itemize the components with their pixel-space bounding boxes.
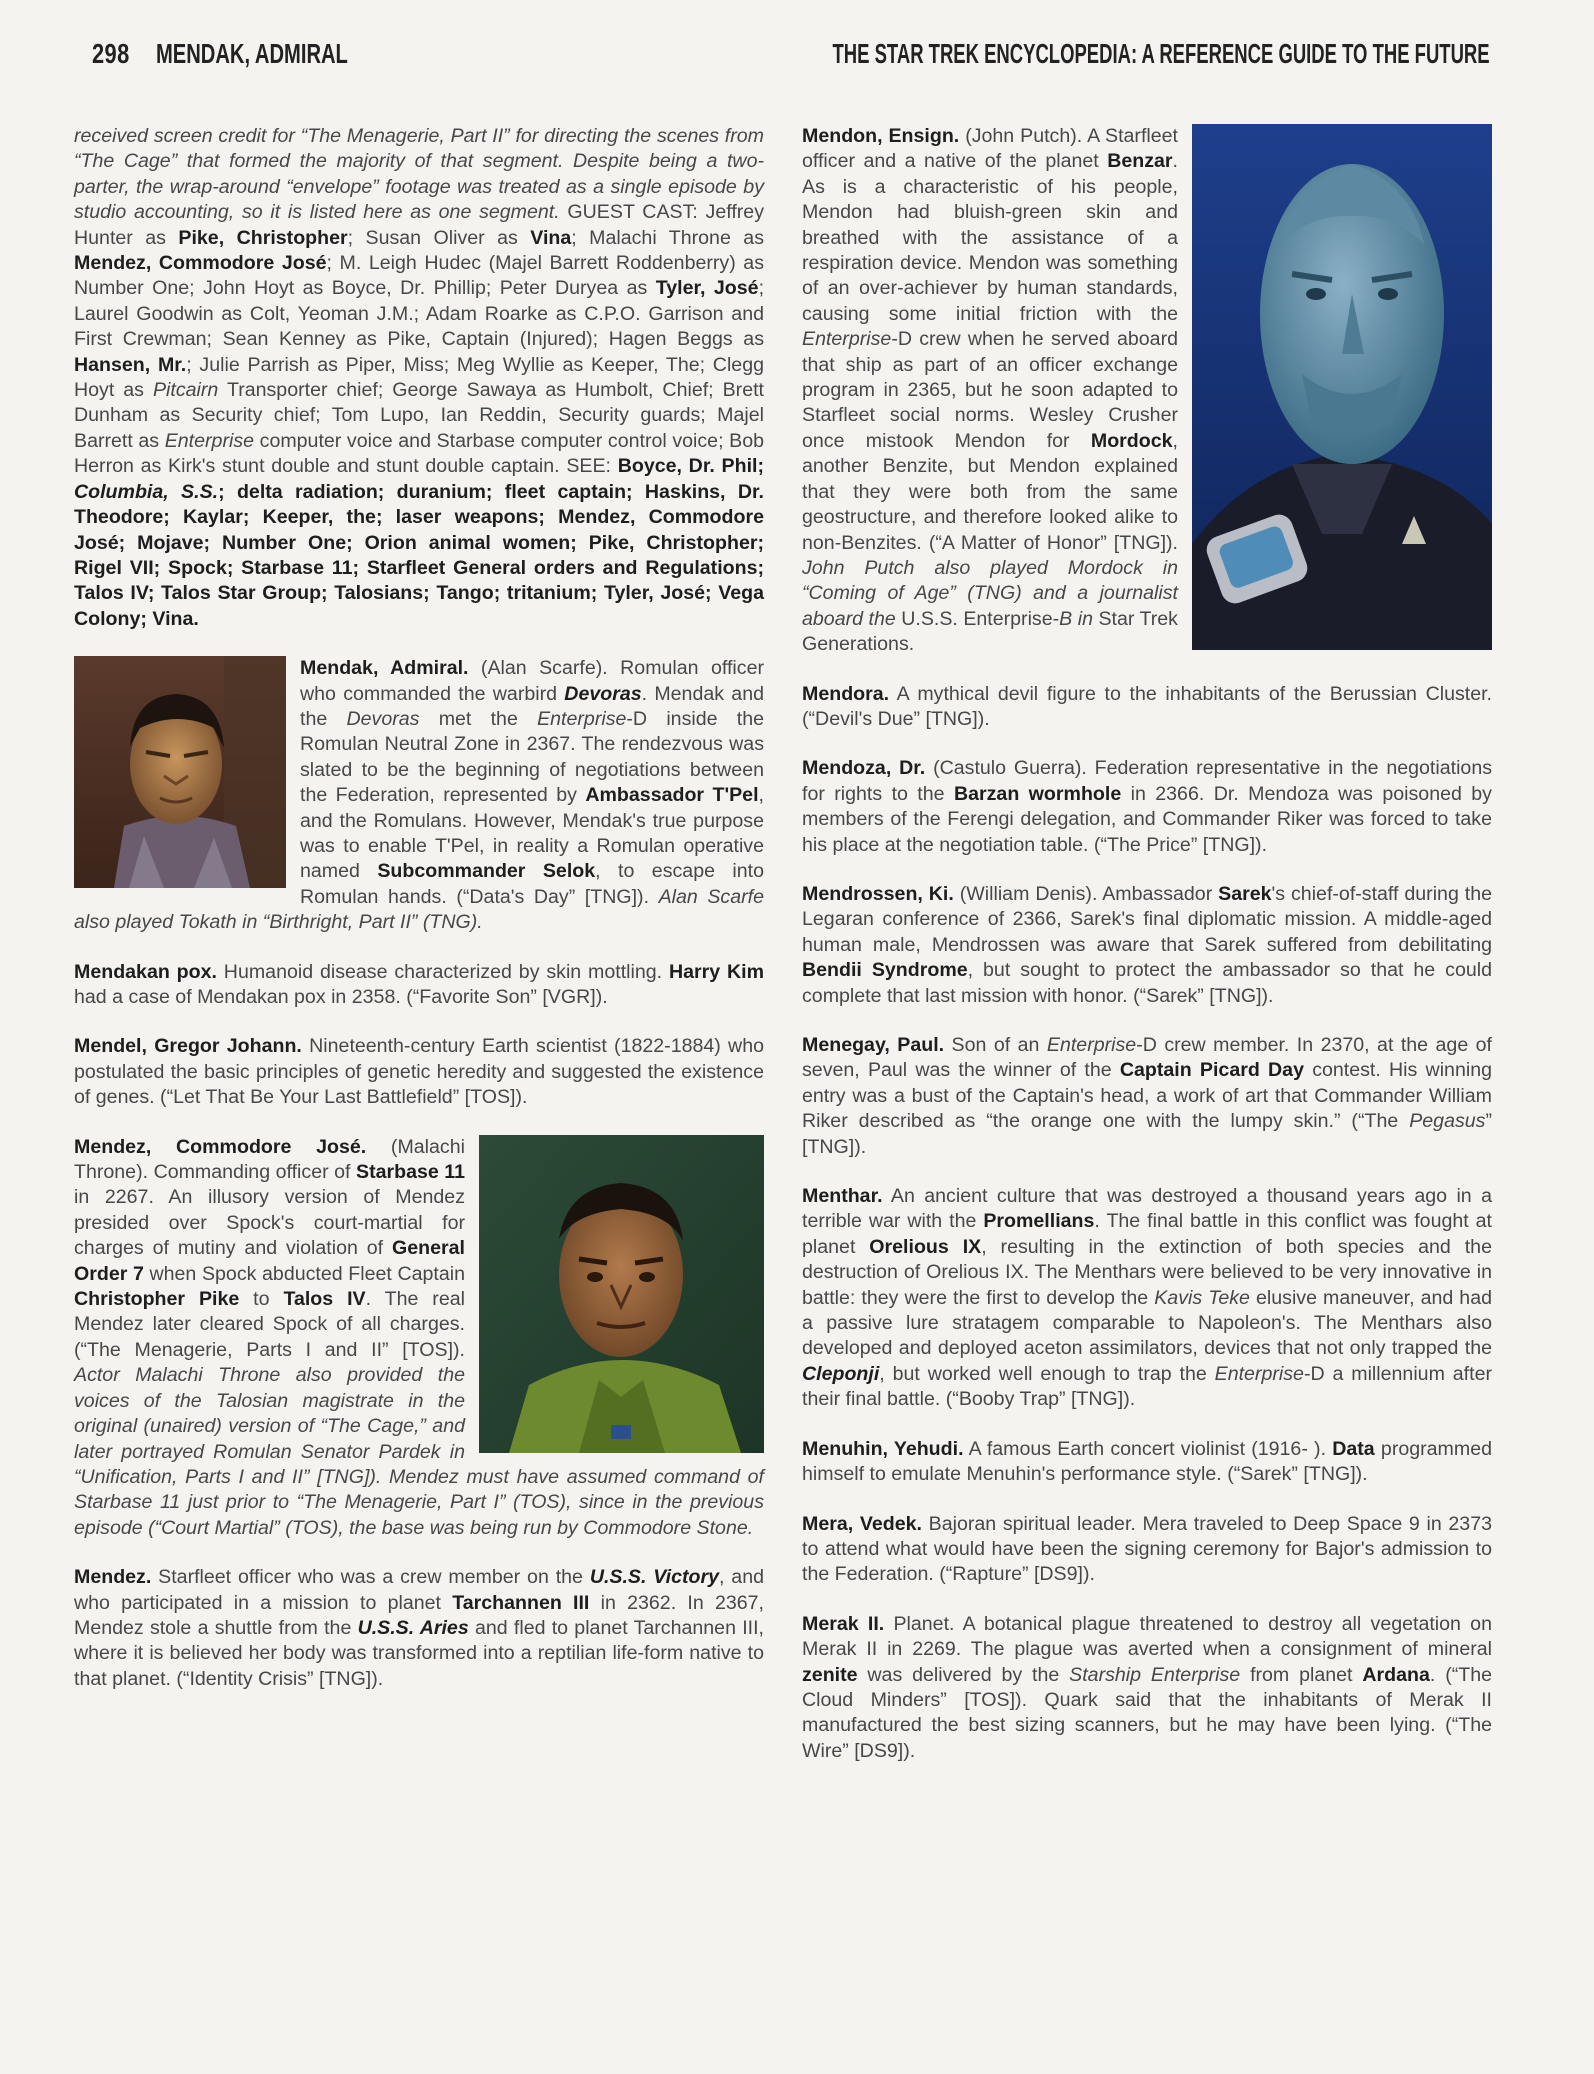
entry-mendrossen-ki: Mendrossen, Ki. (William Denis). Ambassador Sarek's chief-of-staff during the Legaran conference of 2366, Sarek's final diplomatic mission. A middle-aged human male, Mendrossen was aware that Sarek suffered from debilitating Bendii Syndrome, but sought to protect the ambassador so that he could complete that last mission with honor. (“Sarek” [TNG]). xyxy=(802,882,1493,1007)
entry-mendoza-dr: Mendoza, Dr. (Castulo Guerra). Federation representative in the negotiations for rights to the Barzan wormhole in 2366. Dr. Mendoza was poisoned by members of the Ferengi delegation, and Commander Riker was forced to take his place at the negotiation table. (“The Price” [TNG]). xyxy=(802,757,1493,856)
photo-mendez xyxy=(479,1135,764,1453)
photo-mendon xyxy=(1192,124,1492,650)
mendez-photo-image xyxy=(479,1135,764,1453)
running-head-right: THE STAR TREK ENCYCLOPEDIA: A REFERENCE GUIDE TO THE FUTURE xyxy=(832,38,1490,69)
entry-mera-vedek: Mera, Vedek. Bajoran spiritual leader. Mera traveled to Deep Space 9 in 2373 to attend what would have been the signing ceremony for Bajor's admission to the Federation. (“Rapture” [DS9]). xyxy=(802,1512,1492,1586)
page-number: 298 xyxy=(92,38,130,69)
entry-the-cage-continued: received screen credit for “The Menagerie, Part II” for directing the scenes from “The Cage” that formed the majority of that segment. Despite being a two-parter, the wrap-around “envelope” footage was treated as a single episode by studio accounting, so it is listed here as one segment. GUEST CAST: Jeffrey Hunter as Pike, Christopher; Susan Oliver as Vina; Malachi Throne as Mendez, Commodore José; M. Leigh Hudec (Majel Barrett Roddenberry) as Number One; John Hoyt as Boyce, Dr. Phillip; Peter Duryea as Tyler, José; Laurel Goodwin as Colt, Yeoman J.M.; Adam Roarke as C.P.O. Garrison and First Crewman; Sean Kenney as Pike, Captain (Injured); Hagen Beggs as Hansen, Mr.; Julie Parrish as Piper, Miss; Meg Wyllie as Keeper, The; Clegg Hoyt as Pitcairn Transporter chief; George Sawaya as Humbolt, Chief; Brett Dunham as Security chief; Tom Lupo, Ian Reddin, Security guards; Majel Barrett as Enterprise computer voice and Starbase computer control voice; Bob Herron as Kirk's stunt double and stunt double captain. SEE: Boyce, Dr. Phil; Columbia, S.S.; delta radiation; duranium; fleet captain; Haskins, Dr. Theodore; Kaylar; Keeper, the; laser weapons; Mendez, Commodore José; Mojave; Number One; Orion animal women; Pike, Christopher; Rigel VII; Spock; Starbase 11; Starfleet General orders and Regulations; Talos IV; Talos Star Group; Talosians; Tango; tritanium; Tyler, José; Vega Colony; Vina. xyxy=(74,125,765,630)
entry-mendez-commodore-jose: Mendez, Commodore José. (Malachi Throne). Commanding officer of Starbase 11 in 2267. An illusory version of Mendez presided over Spock's court-martial for charges of mutiny and violation of General Order 7 when Spock abducted Fleet Captain Christopher Pike to Talos IV. The real Mendez later cleared Spock of all charges. (“The Menagerie, Parts I and II” [TOS]). Actor Malachi Throne also provided the voices of the Talosian magistrate in the original (unaired) version of “The Cage,” and later portrayed Romulan Senator Pardek in “Unification, Parts I and II” [TNG]). Mendez must have assumed command of Starbase 11 just prior to “The Menagerie, Part I” (TOS), since in the previous episode (“Court Martial” (TOS), the base was being run by Commodore Stone. xyxy=(74,1135,764,1539)
mendak-photo-image xyxy=(74,656,286,888)
mendon-photo-image xyxy=(1192,124,1492,650)
entry-mendakan-pox: Mendakan pox. Humanoid disease characterized by skin mottling. Harry Kim had a case of Mendakan pox in 2358. (“Favorite Son” [VGR]). xyxy=(74,960,764,1008)
entry-mendez: Mendez. Starfleet officer who was a crew member on the U.S.S. Victory, and who participated in a mission to planet Tarchannen III in 2362. In 2367, Mendez stole a shuttle from the U.S.S. Aries and fled to planet Tarchannen III, where it is believed her body was transformed into a reptilian life-form native to that planet. (“Identity Crisis” [TNG]). xyxy=(74,1566,764,1690)
entry-mendora: Mendora. A mythical devil figure to the inhabitants of the Berussian Cluster. (“Devil's Due” [TNG]). xyxy=(802,682,1492,730)
running-head-left: MENDAK, ADMIRAL xyxy=(156,38,348,69)
running-header xyxy=(90,38,1490,78)
entry-mendel-gregor-johann: Mendel, Gregor Johann. Nineteenth-century Earth scientist (1822-1884) who postulated the basic principles of genetic heredity and suggested the existence of genes. (“Let That Be Your Last Battlefield” [TOS]). xyxy=(74,1035,764,1109)
entry-mendak-admiral: Mendak, Admiral. (Alan Scarfe). Romulan officer who commanded the warbird Devoras. Mendak and the Devoras met the Enterprise-D inside the Romulan Neutral Zone in 2367. The rendezvous was slated to be the beginning of negotiations between the Federation, represented by Ambassador T'Pel, and the Romulans. However, Mendak's true purpose was to enable T'Pel, in reality a Romulan operative named Subcommander Selok, to escape into Romulan hands. (“Data's Day” [TNG]). Alan Scarfe also played Tokath in “Birthright, Part II” (TNG). xyxy=(74,657,765,934)
right-column xyxy=(802,124,1492,1788)
entry-merak-ii: Merak II. Planet. A botanical plague threatened to destroy all vegetation on Merak II in 2269. The plague was averted when a consignment of mineral zenite was delivered by the Starship Enterprise from planet Ardana. (“The Cloud Minders” [TOS]). Quark said that the inhabitants of Merak II manufactured the best sizing scanners, but he may have been lying. (“The Wire” [DS9]). xyxy=(802,1612,1493,1762)
entry-menegay-paul: Menegay, Paul. Son of an Enterprise-D crew member. In 2370, at the age of seven, Paul was the winner of the Captain Picard Day contest. His winning entry was a bust of the Captain's head, a work of art that Commander William Riker described as “the orange one with the lumpy skin.” (“The Pegasus” [TNG]). xyxy=(802,1034,1492,1158)
photo-mendak xyxy=(74,656,286,888)
entry-menuhin-yehudi: Menuhin, Yehudi. A famous Earth concert violinist (1916- ). Data programmed himself to emulate Menuhin's performance style. (“Sarek” [TNG]). xyxy=(802,1437,1492,1486)
entry-mendon-ensign: Mendon, Ensign. (John Putch). A Starfleet officer and a native of the planet Benzar. As is a characteristic of his people, Mendon had bluish-green skin and breathed with the assistance of a respiration device. Mendon was something of an over-achiever by human standards, causing some initial friction with the Enterprise-D crew when he served aboard that ship as part of an officer exchange program in 2365, but he soon adapted to Starfleet social norms. Wesley Crusher once mistook Mendon for Mordock, another Benzite, but Mendon explained that they were both from the same geostructure, and therefore looked alike to non-Benzites. (“A Matter of Honor” [TNG]). John Putch also played Mordock in “Coming of Age” (TNG) and a journalist aboard the U.S.S. Enterprise-B in Star Trek Generations. xyxy=(802,124,1492,658)
entry-menthar: Menthar. An ancient culture that was destroyed a thousand years ago in a terrible war with the Promellians. The final battle in this conflict was fought at planet Orelious IX, resulting in the extinction of both species and the destruction of Orelious IX. The Menthars were believed to be very innovative in battle: they were the first to develop the Kavis Teke elusive maneuver, and had a passive lure stratagem comparable to Napoleon's. The Menthars also developed and deployed aceton assimilators, devices that not only trapped the Cleponji, but worked well enough to trap the Enterprise-D a millennium after their final battle. (“Booby Trap” [TNG]). xyxy=(802,1185,1493,1411)
left-column xyxy=(74,124,764,1716)
